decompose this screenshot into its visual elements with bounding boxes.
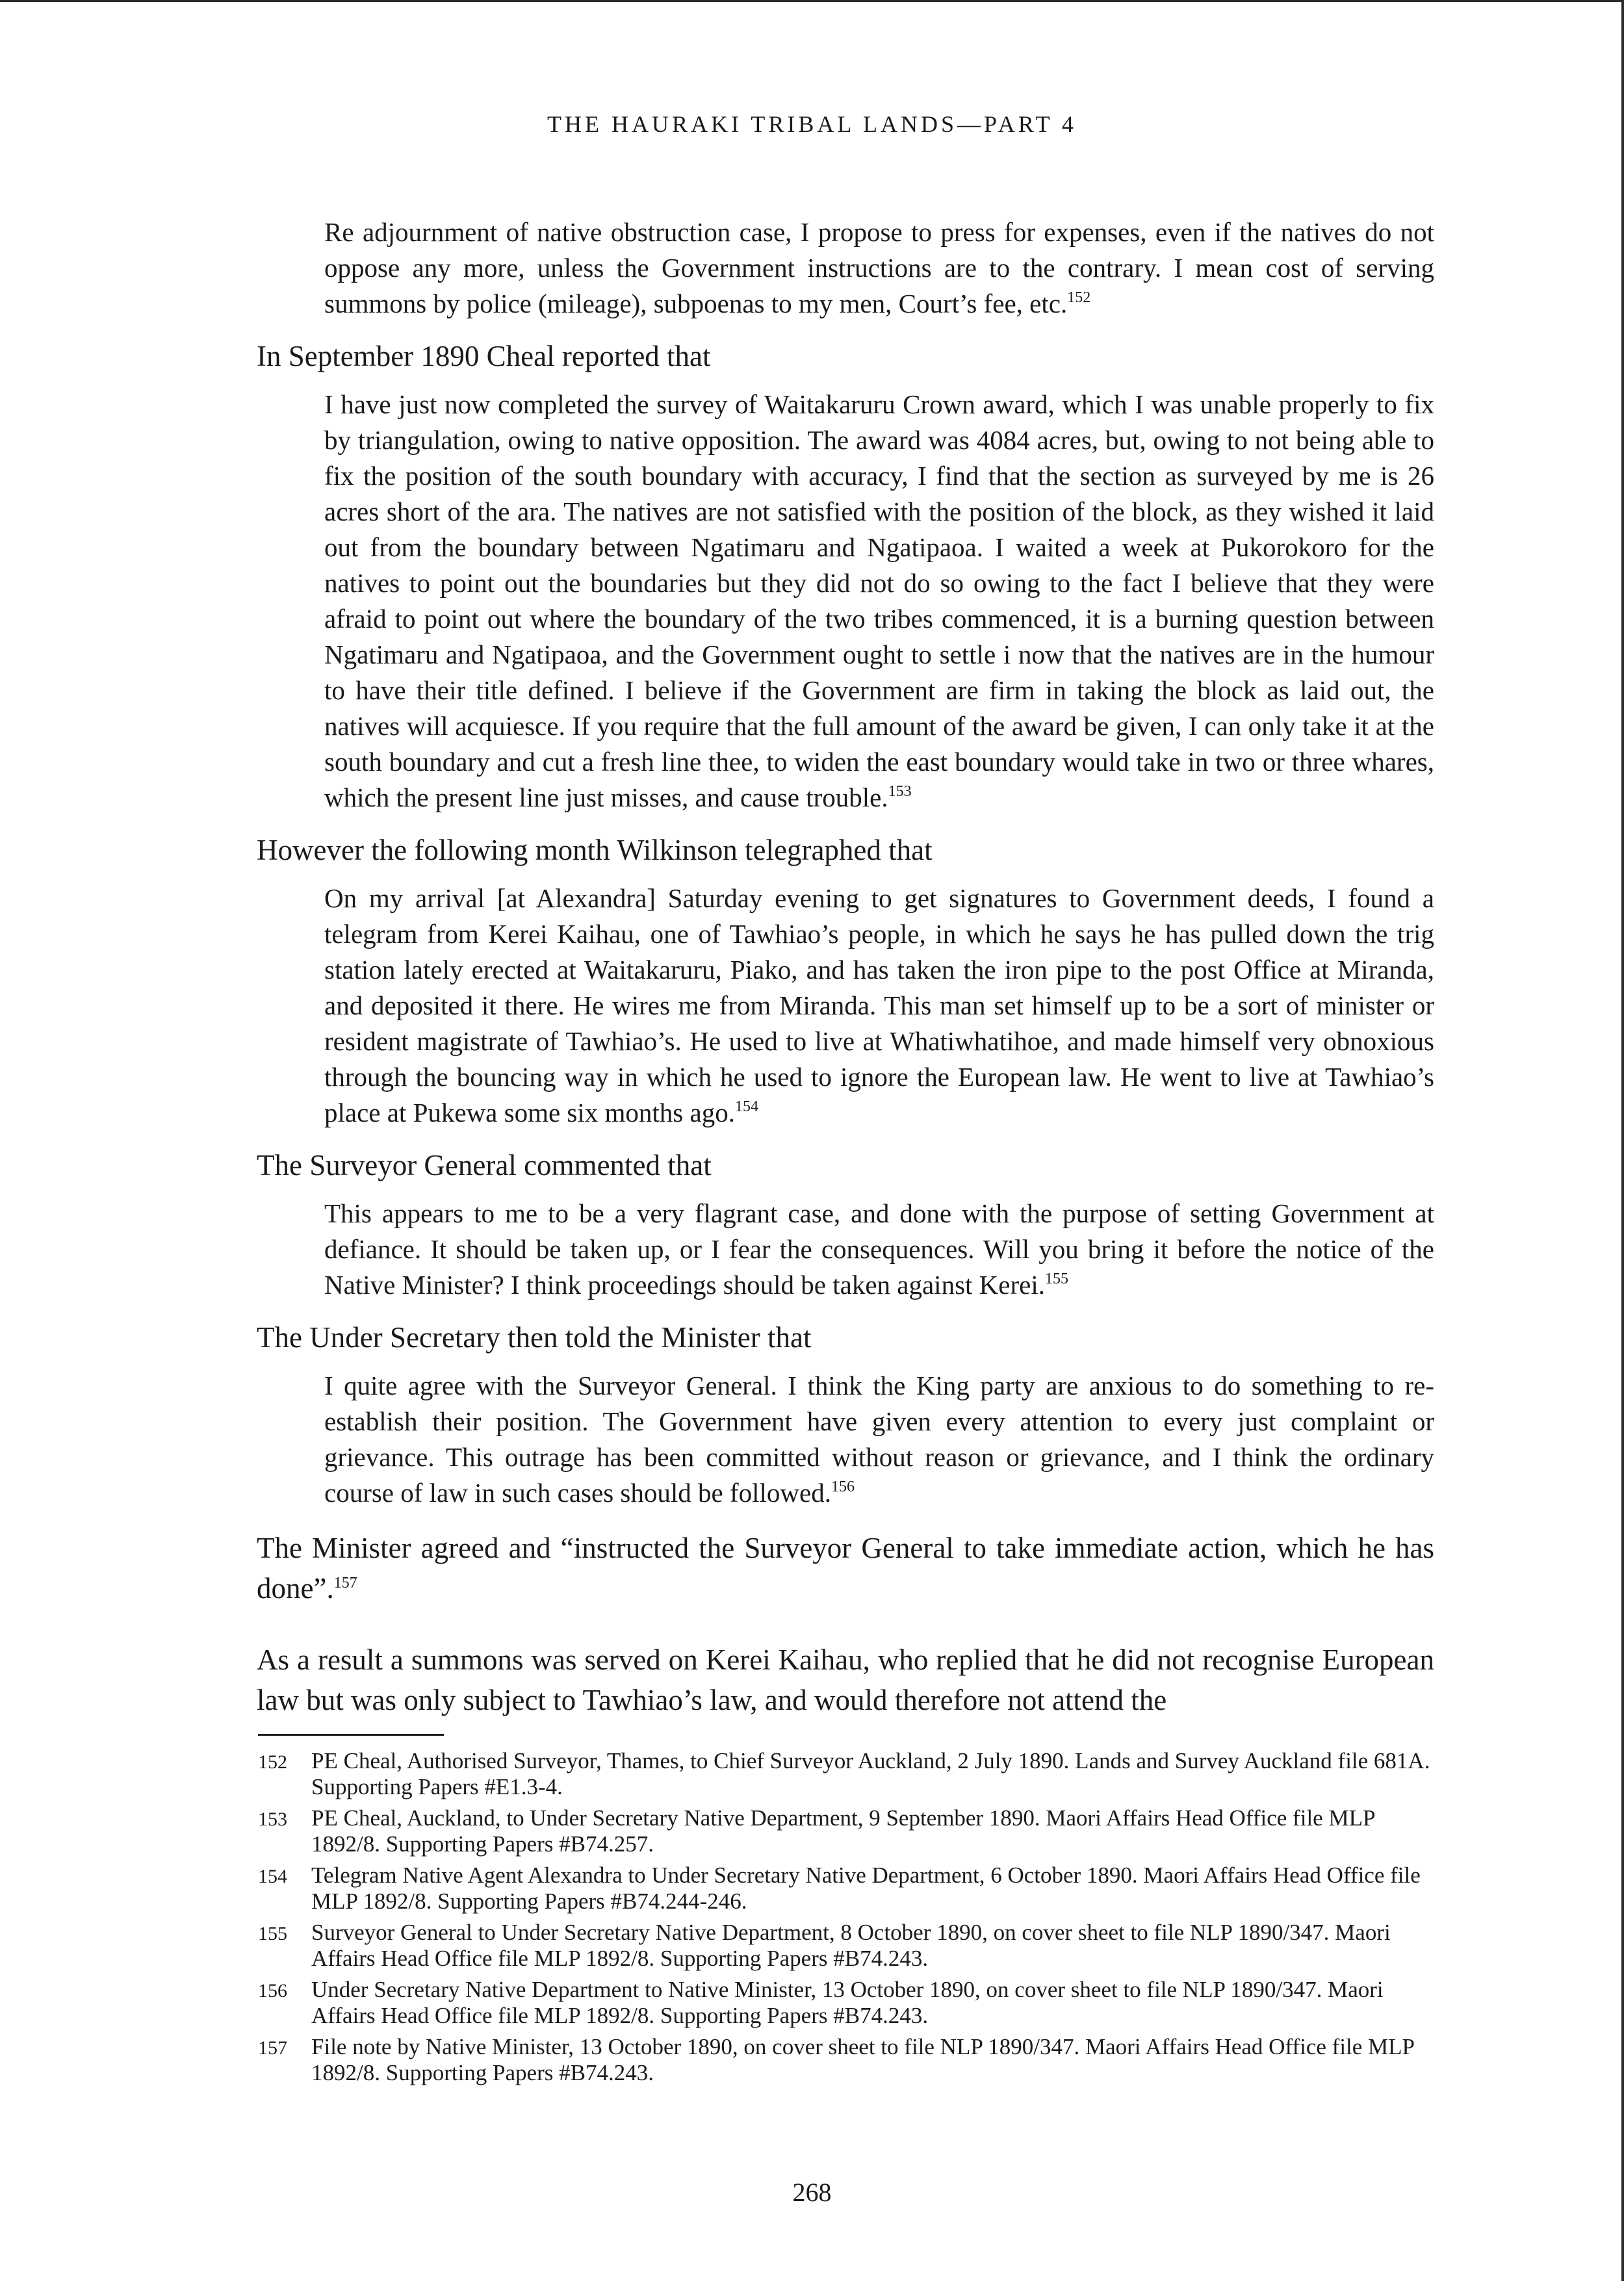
footnotes (258, 1748, 1436, 2091)
footnote (258, 1805, 1436, 1857)
footnote-ref[interactable]: 153 (888, 783, 912, 800)
footnote-ref[interactable]: 157 (333, 1575, 357, 1592)
body-paragraph: As a result a summons was served on Kerei Kaihau, who replied that he did not recognise European law but was only subject to Tawhiao’s law, and would therefore not attend the (257, 1643, 1434, 1716)
footnote-ref[interactable]: 152 (1067, 289, 1091, 306)
page-border-right (1621, 0, 1624, 2281)
footnote-ref[interactable]: 154 (734, 1098, 758, 1115)
footnote-ref[interactable]: 155 (1044, 1270, 1068, 1287)
footnote-text: PE Cheal, Auckland, to Under Secretary Native Department, 9 September 1890. Maori Affairs Head Office file MLP 1892/8. Supporting Papers #B74.257. (311, 1805, 1375, 1857)
footnote-number: 154 (258, 1866, 287, 1887)
body-text (257, 214, 1434, 1720)
footnote (258, 1920, 1436, 1972)
footnote (258, 1748, 1436, 1800)
intro-line: The Surveyor General commented that (257, 1149, 712, 1181)
body-paragraph: The Minister agreed and “instructed the Surveyor General to take immediate action, which he has done”.$^{157}$ (257, 1532, 1434, 1604)
footnote-number: 152 (258, 1751, 287, 1773)
footnote-rule (258, 1734, 444, 1736)
page-number: 268 (792, 2178, 832, 2207)
footnote (258, 2034, 1436, 2086)
footnote-text: PE Cheal, Authorised Surveyor, Thames, to Chief Surveyor Auckland, 2 July 1890. Lands and Survey Auckland file 681A. Supporting Papers #E1.3-4. (311, 1748, 1430, 1799)
footnote-number: 153 (258, 1809, 287, 1830)
footnote-number: 156 (258, 1980, 287, 2002)
block-quote: I have just now completed the survey of Waitakaruru Crown award, which I was unable properly to fix by triangulation, owing to native opposition. The award was 4084 acres, but, owing to not being able to fix the position of the south boundary with accuracy, I find that the section as surveyed by me is 26 acres short of the ara. The natives are not satisfied with the position of the block, as they wished it laid out from the boundary between Ngatimaru and Ngatipaoa. I waited a week at Pukorokoro for the natives to point out the boundaries but they did not do so owing to the fact I believe that they were afraid to point out where the boundary of the two tribes commenced, it is a burning question between Ngatimaru and Ngatipaoa, and the Government ought to settle i now that the natives are in the humour to have their title defined. I believe if the Government are firm in taking the block as laid out, the natives will acquiesce. If you require that the full amount of the award be given, I can only take it at the south boundary and cut a fresh line thee, to widen the east boundary would take in two or three whares, which the present line just misses, and cause trouble.$^{153}$ (324, 389, 1434, 812)
block-quote: This appears to me to be a very flagrant case, and done with the purpose of setting Government at defiance. It should be taken up, or I fear the consequences. Will you bring it before the notice of the Native Minister? I think proceedings should be taken against Kerei.$^{155}$ (324, 1198, 1434, 1300)
footnote (258, 1862, 1436, 1914)
footnote-number: 157 (258, 2037, 287, 2059)
block-quote: I quite agree with the Surveyor General. I think the King party are anxious to do something to re-establish their position. The Government have given every attention to every just complaint or grievance. This outrage has been committed without reason or grievance, and I think the ordinary course of law in such cases should be followed.$^{156}$ (324, 1371, 1434, 1508)
footnote-text: Surveyor General to Under Secretary Native Department, 8 October 1890, on cover sheet to file NLP 1890/347. Maori Affairs Head Office file MLP 1892/8. Supporting Papers #B74.243. (311, 1920, 1391, 1971)
block-quote: On my arrival [at Alexandra] Saturday evening to get signatures to Government deeds, I found a telegram from Kerei Kaihau, one of Tawhiao’s people, in which he says he has pulled down the trig station lately erected at Waitakaruru, Piako, and has taken the iron pipe to the post Office at Miranda, and deposited it there. He wires me from Miranda. This man set himself up to be a sort of minister or resident magistrate of Tawhiao’s. He used to live at Whatiwhatihoe, and made himself very obnoxious through the bouncing way in which he used to ignore the European law. He went to live at Tawhiao’s place at Pukewa some six months ago.$^{154}$ (324, 883, 1434, 1128)
footnote-text: Telegram Native Agent Alexandra to Under Secretary Native Department, 6 October 1890. Maori Affairs Head Office file MLP 1892/8. Supporting Papers #B74.244-246. (311, 1862, 1421, 1914)
intro-line: However the following month Wilkinson telegraphed that (257, 834, 933, 866)
running-head: THE HAURAKI TRIBAL LANDS—PART 4 (547, 111, 1077, 137)
intro-line: The Under Secretary then told the Minister that (257, 1321, 812, 1354)
footnote-ref[interactable]: 156 (831, 1478, 855, 1495)
footnote-text: File note by Native Minister, 13 October 1890, on cover sheet to file NLP 1890/347. Maori Affairs Head Office file MLP 1892/8. Supporting Papers #B74.243. (311, 2034, 1414, 2085)
footnote-number: 155 (258, 1923, 287, 1944)
block-quote: Re adjournment of native obstruction case, I propose to press for expenses, even if the natives do not oppose any more, unless the Government instructions are to the contrary. I mean cost of serving summons by police (mileage), subpoenas to my men, Court’s fee, etc.$^{152}$ (324, 217, 1434, 318)
intro-line: In September 1890 Cheal reported that (257, 340, 711, 372)
footnote (258, 1977, 1436, 2029)
footnote-text: Under Secretary Native Department to Native Minister, 13 October 1890, on cover sheet to file NLP 1890/347. Maori Affairs Head Office file MLP 1892/8. Supporting Papers #B74.243. (311, 1977, 1384, 2028)
page-border-top (0, 0, 1624, 2)
